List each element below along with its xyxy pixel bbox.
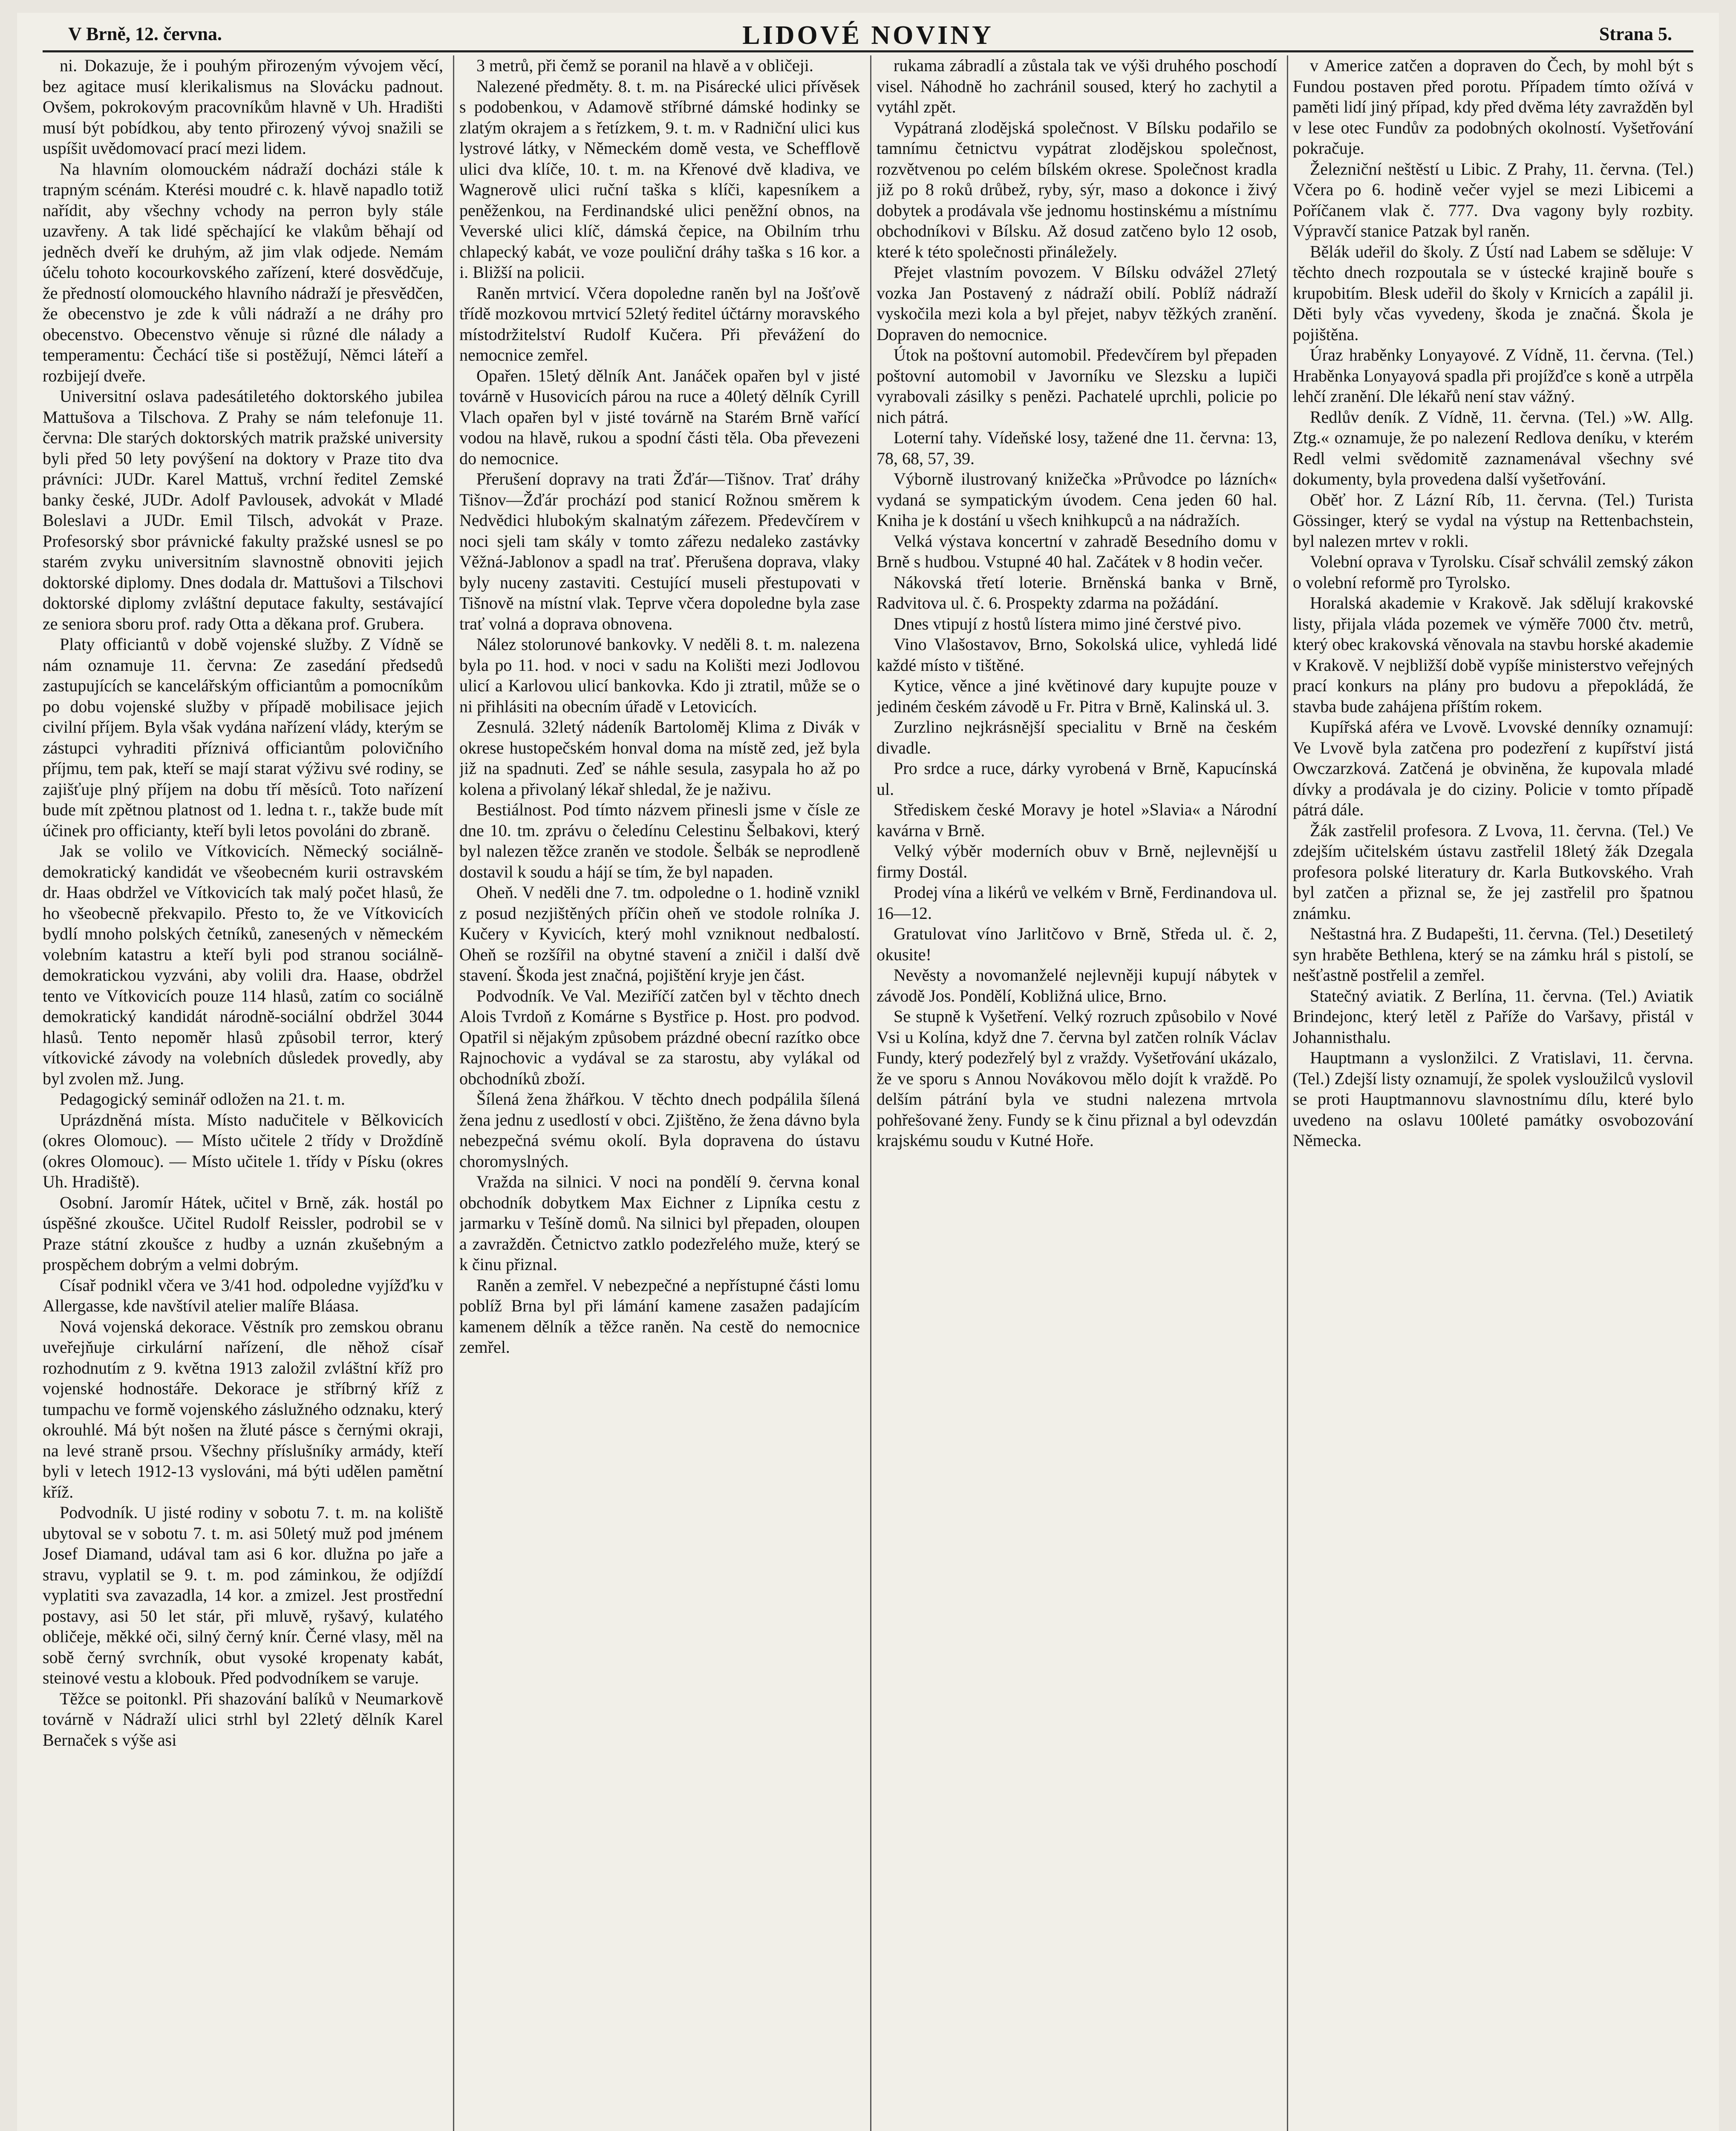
article-paragraph: Opařen. 15letý dělník Ant. Janáček opařen byl v jisté továrně v Husovicích párou na ruce a 40letý dělník Cyrill Vlach opařen byl v jisté továrně na Starém Brně vařící vodou na hlavě, rukou a spodní části těla. Oba převezeni do nemocnice.: [459, 366, 860, 468]
masthead: [43, 20, 1693, 52]
article-columns: [43, 55, 1693, 2131]
article-paragraph: Oběť hor. Z Lázní Ríb, 11. června. (Tel.) Turista Gössinger, který se vydal na výstup na Rettenbachstein, byl nalezen mrtev v rokli.: [1293, 490, 1693, 551]
article-paragraph: Raněn a zemřel. V nebezpečné a nepřístupné části lomu poblíž Brna byl při lámání kamene zasažen padajícím kamenem dělník a těžce raněn. Na cestě do nemocnice zemřel.: [459, 1275, 860, 1357]
article-paragraph: Nalezené předměty. 8. t. m. na Pisárecké ulici přívěsek s podobenkou, v Adamově stříbrné dámské hodinky se zlatým okrajem a s řetízkem, 9. t. m. v Radniční ulici kus lystrové látky, v Německém domě vesta, ve Schefflově ulici dva klíče, 10. t. m. na Křenové dvě kladiva, ve Wagnerově ulici ruční taška s klíči, kapesníkem a peněženkou, na Ferdinandské ulici peněžní obnos, na Veverské ulici klíč, dámská čepice, na Obilním trhu chlapecký kabát, ve voze pouliční dráhy taška s 16 kor. a i. Bližší na policii.: [459, 76, 860, 282]
article-paragraph: Kytice, věnce a jiné květinové dary kupujte pouze v jediném českém závodě u Fr. Pitra v Brně, Kalinská ul. 3.: [877, 676, 1277, 716]
article-paragraph: Pro srdce a ruce, dárky vyrobená v Brně, Kapucínská ul.: [877, 759, 1277, 799]
article-paragraph: Těžce se poitonkl. Při shazování balíků v Neumarkově továrně v Nádraží ulici strhl byl 22letý dělník Karel Bernaček s výše asi: [43, 1689, 443, 1750]
article-paragraph: Podvodník. Ve Val. Meziříčí zatčen byl v těchto dnech Alois Tvrdoň z Komárne s Bystřice p. Host. pro podvod. Opatřil si nějakým způsobem prázdné obecní razítko obce Rajnochovic a vydával se za starostu, aby vylákal od obchodníků zboží.: [459, 986, 860, 1088]
article-paragraph: rukama zábradlí a zůstala tak ve výši druhého poschodí visel. Náhodně ho zachránil soused, který ho zachytil a vytáhl zpět.: [877, 56, 1277, 116]
article-paragraph: Vražda na silnici. V noci na pondělí 9. června konal obchodník dobytkem Max Eichner z Lipníka cestu z jarmarku v Tešíně domů. Na silnici byl přepaden, oloupen a zavražděn. Četnictvo zatklo podezřelého muže, který se k činu přiznal.: [459, 1172, 860, 1274]
article-paragraph: Horalská akademie v Krakově. Jak sdělují krakovské listy, přijala vláda pozemek ve výměře 7000 čtv. metrů, který obec krakovská věnovala na stavbu horské akademie v Krakově. V nejbližší době vypíše ministerstvo veřejných prací konkurs na plány pro budovu a přepokládá, že stavba bude zahájena příštím rokem.: [1293, 593, 1693, 716]
article-paragraph: Statečný aviatik. Z Berlína, 11. června. (Tel.) Aviatik Brindejonc, který letěl z Paříže do Varšavy, přistál v Johannisthalu.: [1293, 986, 1693, 1047]
article-paragraph: Pedagogický seminář odložen na 21. t. m.: [60, 1089, 345, 1109]
column-divider: [1287, 55, 1288, 2131]
article-paragraph: Zesnulá. 32letý nádeník Bartoloměj Klima z Divák v okrese hustopečském honval doma na místě zed, jež byla již na spadnuti. Zeď se náhle sesula, zasypala ho až po kolena a přivolaný lékař shledal, že je naživu.: [459, 717, 860, 799]
article-paragraph: Vino Vlašostavov, Brno, Sokolská ulice, vyhledá lidé každé místo v tištěné.: [877, 635, 1277, 675]
article-paragraph: Hauptmann a vyslonžilci. Z Vratislavi, 11. června. (Tel.) Zdejší listy oznamují, že spolek vysloužilců vyslovil se proti Hauptmannovu slavnostnímu dílu, které bylo uvedeno na oslavu 100leté památky osvobozování Německa.: [1293, 1048, 1693, 1150]
article-paragraph: Volební oprava v Tyrolsku. Císař schválil zemský zákon o volební reformě pro Tyrolsko.: [1293, 552, 1693, 592]
article-paragraph: Nevěsty a novomanželé nejlevněji kupují nábytek v závodě Jos. Pondělí, Kobližná ulice, Brno.: [877, 965, 1277, 1005]
column-3: [877, 55, 1277, 2131]
article-paragraph: Loterní tahy. Vídeňské losy, tažené dne 11. června: 13, 78, 68, 57, 39.: [877, 428, 1277, 468]
article-paragraph: Raněn mrtvicí. Včera dopoledne raněn byl na Jošťově třídě mozkovou mrtvicí 52letý ředitel účtárny moravského místodržitelství Rudolf Kučera. Při převážení do nemocnice zemřel.: [459, 283, 860, 364]
article-paragraph: Redlův deník. Z Vídně, 11. června. (Tel.) »W. Allg. Ztg.« oznamuje, že po nalezení Redlova deníku, v kterém Redl velmi svědomitě zaznamenával všechny své dokumenty, byla provedena další vyšetřování.: [1293, 407, 1693, 488]
newspaper-title: LIDOVÉ NOVINY: [742, 21, 994, 50]
column-divider: [453, 55, 454, 2131]
article-paragraph: Dnes vtipují z hostů lístera mimo jiné čerstvé pivo.: [894, 614, 1242, 633]
article-paragraph: Universitní oslava padesátiletého doktorského jubilea Mattušova a Tilschova. Z Prahy se nám telefonuje 11. června: Dle starých doktorských matrik pražské university byli před 50 lety povýšení na doktory v Praze tito dva právníci: JUDr. Karel Mattuš, vrchní ředitel Zemské banky české, JUDr. Adolf Pavlousek, advokát v Mladé Boleslavi a JUDr. Emil Tilsch, advokát v Praze. Profesorský sbor právnické fakulty pražské usnesl se po starém zvyku universitním slavnostně obnoviti jejich doktorské diplomy. Dnes dodala dr. Mattušovi a Tilschovi doktorské diplomy zvláštní deputace fakulty, sestávající ze seniora sboru prof. rady Otta a děkana prof. Grubera.: [43, 387, 443, 633]
article-paragraph: Neštastná hra. Z Budapešti, 11. června. (Tel.) Desetiletý syn hraběte Bethlena, který se na zámku hrál s pistolí, se nešťastně postřelil a zemřel.: [1293, 924, 1693, 985]
article-paragraph: Oheň. V neděli dne 7. tm. odpoledne o 1. hodině vznikl z posud nezjištěných příčin oheň ve stodole rolníka J. Kučery v Kyvicích, který mohl vzniknout nedbalostí. Oheň se rozšířil na obytné stavení a zničil i další dvě stavení. Škoda jest značná, pojištění kryje jen část.: [459, 883, 860, 985]
article-paragraph: Jak se volilo ve Vítkovicích. Německý sociálně-demokratický kandidát ve všeobecném kurii ostravském dr. Haas obdržel ve Vítkovicích tak malý počet hlasů, že ho všeobecně překvapilo. Přesto to, že ve Vítkovicích bydlí mnoho polských četníků, zanesených v německém volebním katastru a kteří byli pod stranou sociálně-demokratickou vyzváni, aby volili dra. Haase, obdržel tento ve Vítkovicích pouze 114 hlasů, zatím co sociálně demokratický kandidát národně-sociální obdržel 3044 hlasů. Tento nepoměr hlasů způsobil terror, který vítkovické závody na volebních důsledek provedly, aby byl zvolen mž. Jung.: [43, 841, 443, 1088]
article-paragraph: Úraz hraběnky Lonyayové. Z Vídně, 11. června. (Tel.) Hraběnka Lonyayová spadla při projížďce s koně a utrpěla lehčí zranění. Dle lékařů není stav vážný.: [1293, 345, 1693, 406]
column-divider: [870, 55, 871, 2131]
article-paragraph: Uprázdněná místa. Místo nadučitele v Bělkovicích (okres Olomouc). — Místo učitele 2 třídy v Droždíně (okres Olomouc). — Místo učitele 1. třídy v Písku (okres Uh. Hradiště).: [43, 1110, 443, 1191]
article-paragraph: 3 metrů, při čemž se poranil na hlavě a v obličeji.: [476, 56, 813, 75]
article-paragraph: Výborně ilustrovaný knižečka »Průvodce po lázních« vydaná se sympatickým úvodem. Cena jeden 60 hal. Kniha je k dostání u všech knihkupců a na nádražích.: [877, 469, 1277, 530]
article-paragraph: Císař podnikl včera ve 3/41 hod. odpoledne vyjížďku v Allergasse, kde navštívil atelier malíře Bláasa.: [43, 1275, 443, 1315]
article-paragraph: Nová vojenská dekorace. Věstník pro zemskou obranu uveřejňuje cirkulární nařízení, dle něhož císař rozhodnutím z 9. května 1913 založil zvláštní kříž pro vojenské hodnostáře. Dekorace je stříbrný kříž z tumpachu ve formě vojenského záslužného odznaku, který okrouhlé. Má být nošen na žluté pásce s černými okraji, na levé straně prsou. Všechny příslušníky armády, kteří byli v letech 1912-13 vyslováni, má býti udělen pamětní kříž.: [43, 1317, 443, 1502]
newspaper-page: [17, 13, 1719, 2131]
article-paragraph: Nákovská třetí loterie. Brněnská banka v Brně, Radvitova ul. č. 6. Prospekty zdarma na požádání.: [877, 572, 1277, 612]
article-paragraph: Platy officiantů v době vojenské služby. Z Vídně se nám oznamuje 11. června: Ze zasedání předsedů zastupujících se kancelářským officiantům a pomocníkům po dobu vojenské služby v případě mobilisace jejich civilní příjem. Byla však vydána nařízení vlády, kterým se zástupci vyhraditi příznivá officiantům polovičního příjmu, tem pak, kteří se mají starat výživu své rodiny, se zajišťuje plný příjem na dobu tří měsíců. Toto nařízení bude mít zpětnou platnost od 1. ledna t. r., takže bude mít účinek pro officianty, kteří byli letos povoláni do zbraně.: [43, 635, 443, 840]
article-paragraph: Útok na poštovní automobil. Předevčírem byl přepaden poštovní automobil v Javorníku ve Slezsku a lupiči vyrabovali zásilky s penězi. Pachatelé uprchli, policie po nich pátrá.: [877, 345, 1277, 427]
article-paragraph: Gratulovat víno Jarlitčovo v Brně, Středa ul. č. 2, okusite!: [877, 924, 1277, 964]
article-paragraph: Šílená žena žhářkou. V těchto dnech podpálila šílená žena jednu z usedlostí v obci. Zjištěno, že žena dávno byla nebezpečná svému okolí. Byla dopravena do ústavu choromyslných.: [459, 1089, 860, 1171]
article-paragraph: v Americe zatčen a dopraven do Čech, by mohl být s Fundou postaven před porotu. Případem tímto ožívá v paměti lidí jiný případ, kdy před dvěma léty zavražděn byl v lese otec Fundův za podobných okolností. Vyšetřování pokračuje.: [1293, 56, 1693, 158]
column-1: [43, 55, 443, 2131]
article-paragraph: Podvodník. U jisté rodiny v sobotu 7. t. m. na koliště ubytoval se v sobotu 7. t. m. asi 50letý muž pod jménem Josef Diamand, udával tam asi 6 kor. dlužna po jaře a stravu, vyplatil se 9. t. m. pod záminkou, že odjíždí vyplatiti sva zavazadla, 14 kor. a zmizel. Jest prostřední postavy, asi 50 let stár, při mluvě, ryšavý, kulatého obličeje, měkké oči, silný černý knír. Černé vlasy, měl na sobě černý svrchník, obut vysoké kropenaty kabát, steinové vestu a klobouk. Před podvodníkem se varuje.: [43, 1503, 443, 1687]
article-paragraph: Osobní. Jaromír Hátek, učitel v Brně, zák. hostál po úspěšné zkoušce. Učitel Rudolf Reissler, podrobil se v Praze státní zkoušce z hudby a uznán zkušebným a prospěchem dobrým a velmi dobrým.: [43, 1193, 443, 1274]
article-paragraph: Železniční neštěstí u Libic. Z Prahy, 11. června. (Tel.) Včera po 6. hodině večer vyjel se mezi Libicemi a Poříčanem vlak č. 777. Dva vagony byly rozbity. Výpravčí stanice Patzak byl raněn.: [1293, 159, 1693, 240]
article-paragraph: Bělák udeřil do školy. Z Ústí nad Labem se sděluje: V těchto dnech rozpoutala se v ústecké krajině bouře s krupobitím. Blesk udeřil do školy v Krnicích a zapálil ji. Děti byly včas vyvedeny, škoda je značná. Škola je pojištěna.: [1293, 242, 1693, 344]
article-paragraph: Přejet vlastním povozem. V Bílsku odvážel 27letý vozka Jan Postavený z nádraží obilí. Poblíž nádraží vyskočila mezi kola a byl přejet, nabyv těžkých zranění. Dopraven do nemocnice.: [877, 263, 1277, 344]
article-paragraph: Velký výběr moderních obuv v Brně, nejlevnější u firmy Dostál.: [877, 841, 1277, 881]
column-4: [1293, 55, 1693, 2131]
article-paragraph: Střediskem české Moravy je hotel »Slavia« a Národní kavárna v Brně.: [877, 800, 1277, 840]
article-paragraph: Bestiálnost. Pod tímto názvem přinesli jsme v čísle ze dne 10. tm. zprávu o čeledínu Celestinu Šelbakovi, který byl nalezen těžce zraněn ve stodole. Šelbák se neprodleně dostavil k soudu a hájí se tím, že byl napaden.: [459, 800, 860, 881]
article-paragraph: Vypátraná zlodějská společnost. V Bílsku podařilo se tamnímu četnictvu vypátrat zlodějskou společnost, rozvětvenou po celém bílském okrese. Společnost kradla již po 8 roků drůbež, ryby, sýr, maso a dokonce i živý dobytek a prodávala vše jednomu hostinskému a místnímu obchodníkovi v Bílsku. Až dosud zatčeno bylo 12 osob, které k této společnosti přináležely.: [877, 118, 1277, 261]
article-paragraph: Na hlavním olomouckém nádraží docházi stále k trapným scénám. Kterési moudré c. k. hlavě napadlo totiž nařídit, aby všechny vchody na perron byly stále uzavřeny. A tak lidé spěchající ke vlakům běhají od jedněch dveří ke druhým, až jim vlak odjede. Nemám účelu tohoto kocourkovského zařízení, které dosvědčuje, že předností olomouckého hlavního nádraží je přesvědčen, že obecenstvo je zde k vůli nádraží a ne dráhy pro obecenstvo. Obecenstvo věnuje si různé dle nálady a temperamentu: Čechácí tiše si postěžují, Němci láteří a rozbijejí dveře.: [43, 159, 443, 385]
issue-date: V Brně, 12. června.: [68, 23, 222, 44]
article-paragraph: Žák zastřelil profesora. Z Lvova, 11. června. (Tel.) Ve zdejším učitelském ústavu zastřelil 18letý žák Dzegala profesora polské literatury dr. Karla Butkovského. Vrah byl zatčen a přiznal se, že jej zastřelil pro špatnou známku.: [1293, 820, 1693, 923]
article-paragraph: Kupířská aféra ve Lvově. Lvovské denníky oznamují: Ve Lvově byla zatčena pro podezření z kupířství jistá Owczarzková. Zatčená je obviněna, že kupovala mladé dívky a prodávala je do ciziny. Policie v tomto případě pátrá dále.: [1293, 717, 1693, 819]
article-paragraph: ni. Dokazuje, že i pouhým přirozeným vývojem věcí, bez agitace musí klerikalismus na Slovácku padnout. Ovšem, pokrokovým pracovníkům hlavně v Uh. Hradišti musí být pobídkou, aby tento přirozený vývoj snažili se uspíšit uvědomovací prací mezi lidem.: [43, 56, 443, 158]
article-paragraph: Prodej vína a likérů ve velkém v Brně, Ferdinandova ul. 16—12.: [877, 883, 1277, 923]
article-paragraph: Se stupně k Vyšetření. Velký rozruch způsobilo v Nové Vsi u Kolína, když dne 7. června byl zatčen rolník Václav Fundy, který podezřelý byl z vraždy. Vyšetřování ukázalo, že ve sporu s Annou Novákovou mělo dojít k vraždě. Po delším pátrání byla ve studni nalezena mrtvola pohřešované ženy. Fundy se k činu přiznal a byl odevzdán krajskému soudu v Kutné Hoře.: [877, 1007, 1277, 1150]
article-paragraph: Přerušení dopravy na trati Žďár—Tišnov. Trať dráhy Tišnov—Žďár prochází pod stanicí Rožnou směrem k Nedvědici hlubokým skalnatým zářezem. Předevčírem v noci sjeli tam skály v tomto zářezu nedaleko zastávky Věžná-Jablonov a spadl na trať. Přerušena doprava, vlaky byly nuceny zastaviti. Cestující museli přestupovati v Tišnově na místní vlak. Teprve včera dopoledne byla zase trať volná a doprava obnovena.: [459, 469, 860, 633]
column-2: [459, 55, 860, 2131]
article-paragraph: Nález stolorunové bankovky. V neděli 8. t. m. nalezena byla po 11. hod. v noci v sadu na Kolišti mezi Jodlovou ulicí a Karlovou ulicí bankovka. Kdo ji ztratil, může se o ni přihlásiti na obecním úřadě v Letovicích.: [459, 635, 860, 716]
article-paragraph: Zurzlino nejkrásnější specialitu v Brně na českém divadle.: [877, 717, 1277, 757]
article-paragraph: Velká výstava koncertní v zahradě Besedního domu v Brně s hudbou. Vstupné 40 hal. Začátek v 8 hodin večer.: [877, 531, 1277, 571]
page-number: Strana 5.: [1599, 23, 1672, 44]
